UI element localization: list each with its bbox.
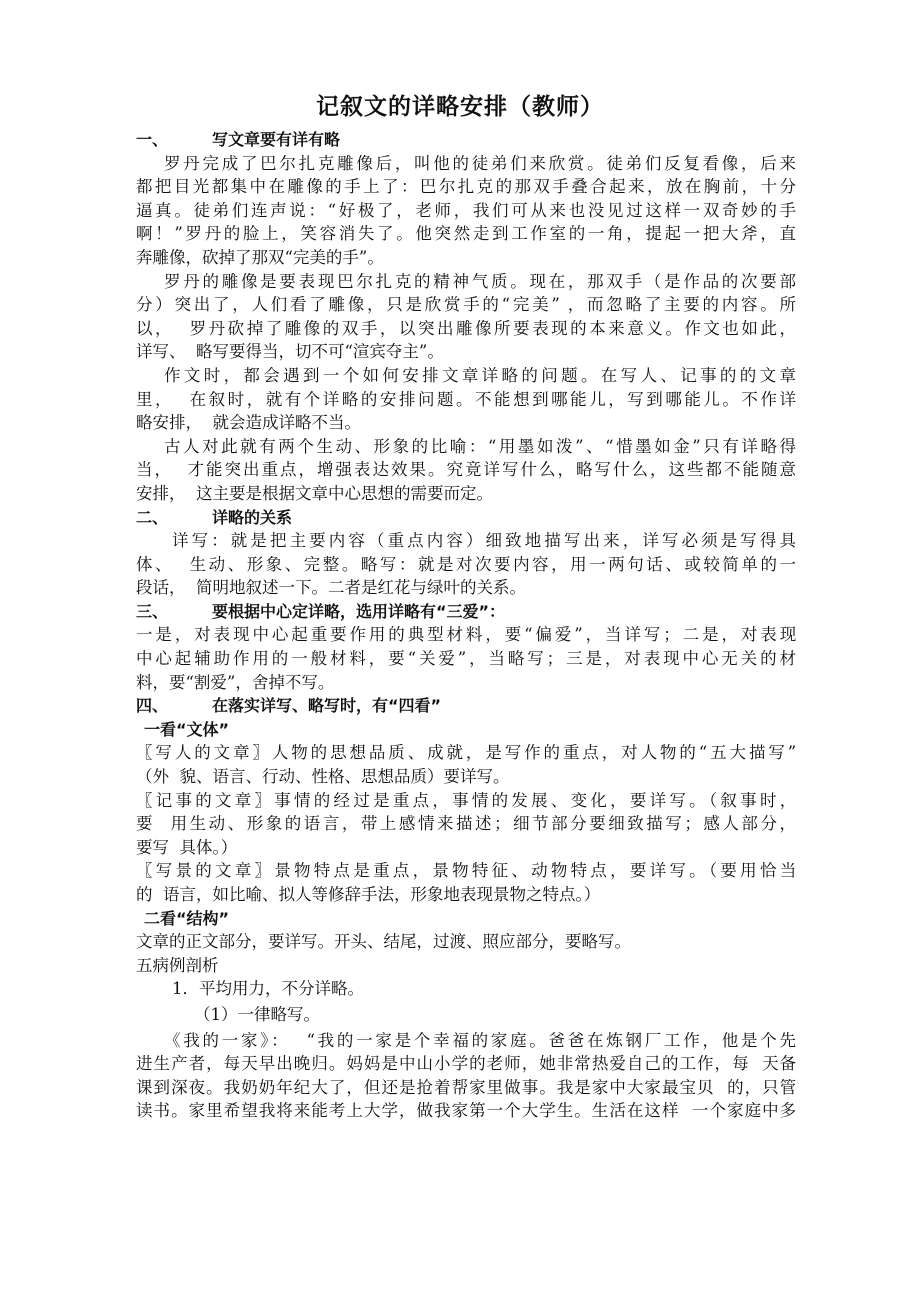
text-line: 都把目光都集中在雕像的手上了：巴尔扎克的那双手叠合起来，放在胸前，十分 (136, 177, 796, 197)
text-line: 的 语言，如比喻、拟人等修辞手法，形象地表现景物之特点。） (136, 885, 601, 904)
paragraph-structure: 文章的正文部分，要详写。开头、结尾，过渡、照应部分，要略写。 (136, 932, 631, 952)
paragraph-event-writing (136, 789, 796, 860)
paragraph-people-writing (136, 741, 796, 788)
text-line: 里， 在叙时，就有个详略的安排问题。不能想到哪能儿，写到哪能儿。不作详 (136, 389, 796, 409)
section-2-heading (136, 506, 796, 530)
text-line: 以， 罗丹砍掉了雕像的双手，以突出雕像所要表现的本来意义。作文也如此， (136, 318, 796, 338)
text-line: 〖写景的文章〗景物特点是重点，景物特征、动物特点，要详写。（要用恰当 (136, 861, 796, 881)
section-title: 详略的关系 (212, 507, 293, 527)
text-line: 罗丹的雕像是要表现巴尔扎克的精神气质。现在，那双手（是作品的次要部 (164, 271, 796, 291)
text-line: 分）突出了，人们看了雕像，只是欣赏手的“完美” ，而忽略了主要的内容。所 (136, 295, 796, 315)
text-line: 进生产者，每天早出晚归。妈妈是中山小学的老师，她非常热爱自己的工作，每 天备 (136, 1054, 796, 1074)
text-line: 体、 生动、形象、完整。略写：就是对次要内容，用一两句话、或较简单的一 (136, 554, 796, 574)
document-title: 记叙文的详略安排（教师） (316, 94, 604, 120)
paragraph-relationship (136, 529, 796, 600)
text-line: 要写 具体。） (136, 837, 238, 857)
text-line: 略安排， 就会造成详略不当。 (136, 413, 361, 433)
section-number: 一、 (136, 130, 169, 149)
case-item-1: 1．平均用力，不分详略。 (172, 979, 364, 999)
text-line: 〖记事的文章〗事情的经过是重点，事情的发展、变化，要详写。（叙事时， (136, 790, 796, 810)
section-5-heading: 五病例剖析 (136, 955, 219, 975)
paragraph-writing-detail (136, 364, 796, 435)
section-number: 三、 (136, 601, 169, 621)
section-title: 要根据中心定详略，选用详略有“三爱”： (212, 601, 506, 621)
paragraph-example-family (136, 1029, 796, 1123)
section-1-heading (136, 128, 796, 152)
section-number: 四、 (136, 696, 169, 716)
document-body (136, 128, 796, 1123)
section-title: 写文章要有详有略 (212, 130, 341, 149)
text-line: 读书。家里希望我将来能考上大学，做我家第一个大学生。生活在这样 一个家庭中多 (136, 1101, 796, 1121)
text-line: 详写、 略写要得当，切不可“渲宾夺主”。 (136, 342, 444, 362)
text-line: 罗丹完成了巴尔扎克雕像后，叫他的徒弟们来欣赏。徒弟们反复看像，后来 (164, 153, 796, 173)
text-line: 啊！”罗丹的脸上，笑容消失了。他突然走到工作室的一角，提起一把大斧，直 (136, 224, 796, 244)
section-4-heading (136, 694, 796, 718)
paragraph-scenery-writing (136, 859, 796, 906)
text-line: 古人对此就有两个生动、形象的比喻：“用墨如泼”、“惜墨如金”只有详略得 (164, 436, 796, 456)
section-number: 二、 (136, 507, 169, 527)
text-line: 当， 才能突出重点，增强表达效果。究竟详写什么，略写什么，这些都不能随意 (136, 460, 796, 480)
text-line: 中心起辅助作用的一般材料，要“关爱”，当略写；三是，对表现中心无关的材 (136, 649, 796, 669)
text-line: 段话， 简明地叙述一下。二者是红花与绿叶的关系。 (136, 578, 526, 598)
text-line: 《我的一家》： “我的一家是个幸福的家庭。爸爸在炼钢厂工作，他是个先 (164, 1030, 796, 1050)
subheading-genre: 一看“文体” (144, 719, 230, 739)
text-line: 安排， 这主要是根据文章中心思想的需要而定。 (136, 483, 493, 503)
text-line: 一是，对表现中心起重要作用的典型材料，要“偏爱”，当详写；二是，对表现 (136, 625, 796, 645)
text-line: 课到深夜。我奶奶年纪大了，但还是抢着帮家里做事。我是家中大家最宝贝 的，只管 (136, 1077, 796, 1097)
paragraph-rodin-story (136, 152, 796, 270)
paragraph-rodin-meaning (136, 270, 796, 364)
text-line: 详写：就是把主要内容（重点内容）细致地描写出来，详写必须是写得具 (172, 531, 796, 551)
paragraph-three-loves (136, 623, 796, 694)
text-line: 奔雕像，砍掉了那双“完美的手”。 (136, 247, 384, 267)
text-line: 〖写人的文章〗人物的思想品质、成就，是写作的重点，对人物的“五大描写” (136, 743, 796, 763)
paragraph-ancient-metaphor (136, 435, 796, 506)
section-title: 在落实详写、略写时，有“四看” (212, 696, 442, 716)
text-line: 作文时，都会遇到一个如何安排文章详略的问题。在写人、记事的的文章 (164, 365, 796, 385)
section-3-heading (136, 600, 796, 624)
subheading-structure: 二看“结构” (144, 908, 230, 928)
text-line: 料，要“割爱”，舍掉不写。 (136, 672, 335, 692)
text-line: （外 貌、语言、行动、性格、思想品质）要详写。 (136, 767, 510, 787)
case-item-1a: （1）一律略写。 (194, 1004, 320, 1024)
text-line: 要 用生动、形象的语言，带上感情来描述；细节部分要细致描写；感人部分， (136, 814, 796, 834)
text-line: 逼真。徒弟们连声说：“好极了，老师，我们可从来也没见过这样一双奇妙的手 (136, 200, 796, 220)
